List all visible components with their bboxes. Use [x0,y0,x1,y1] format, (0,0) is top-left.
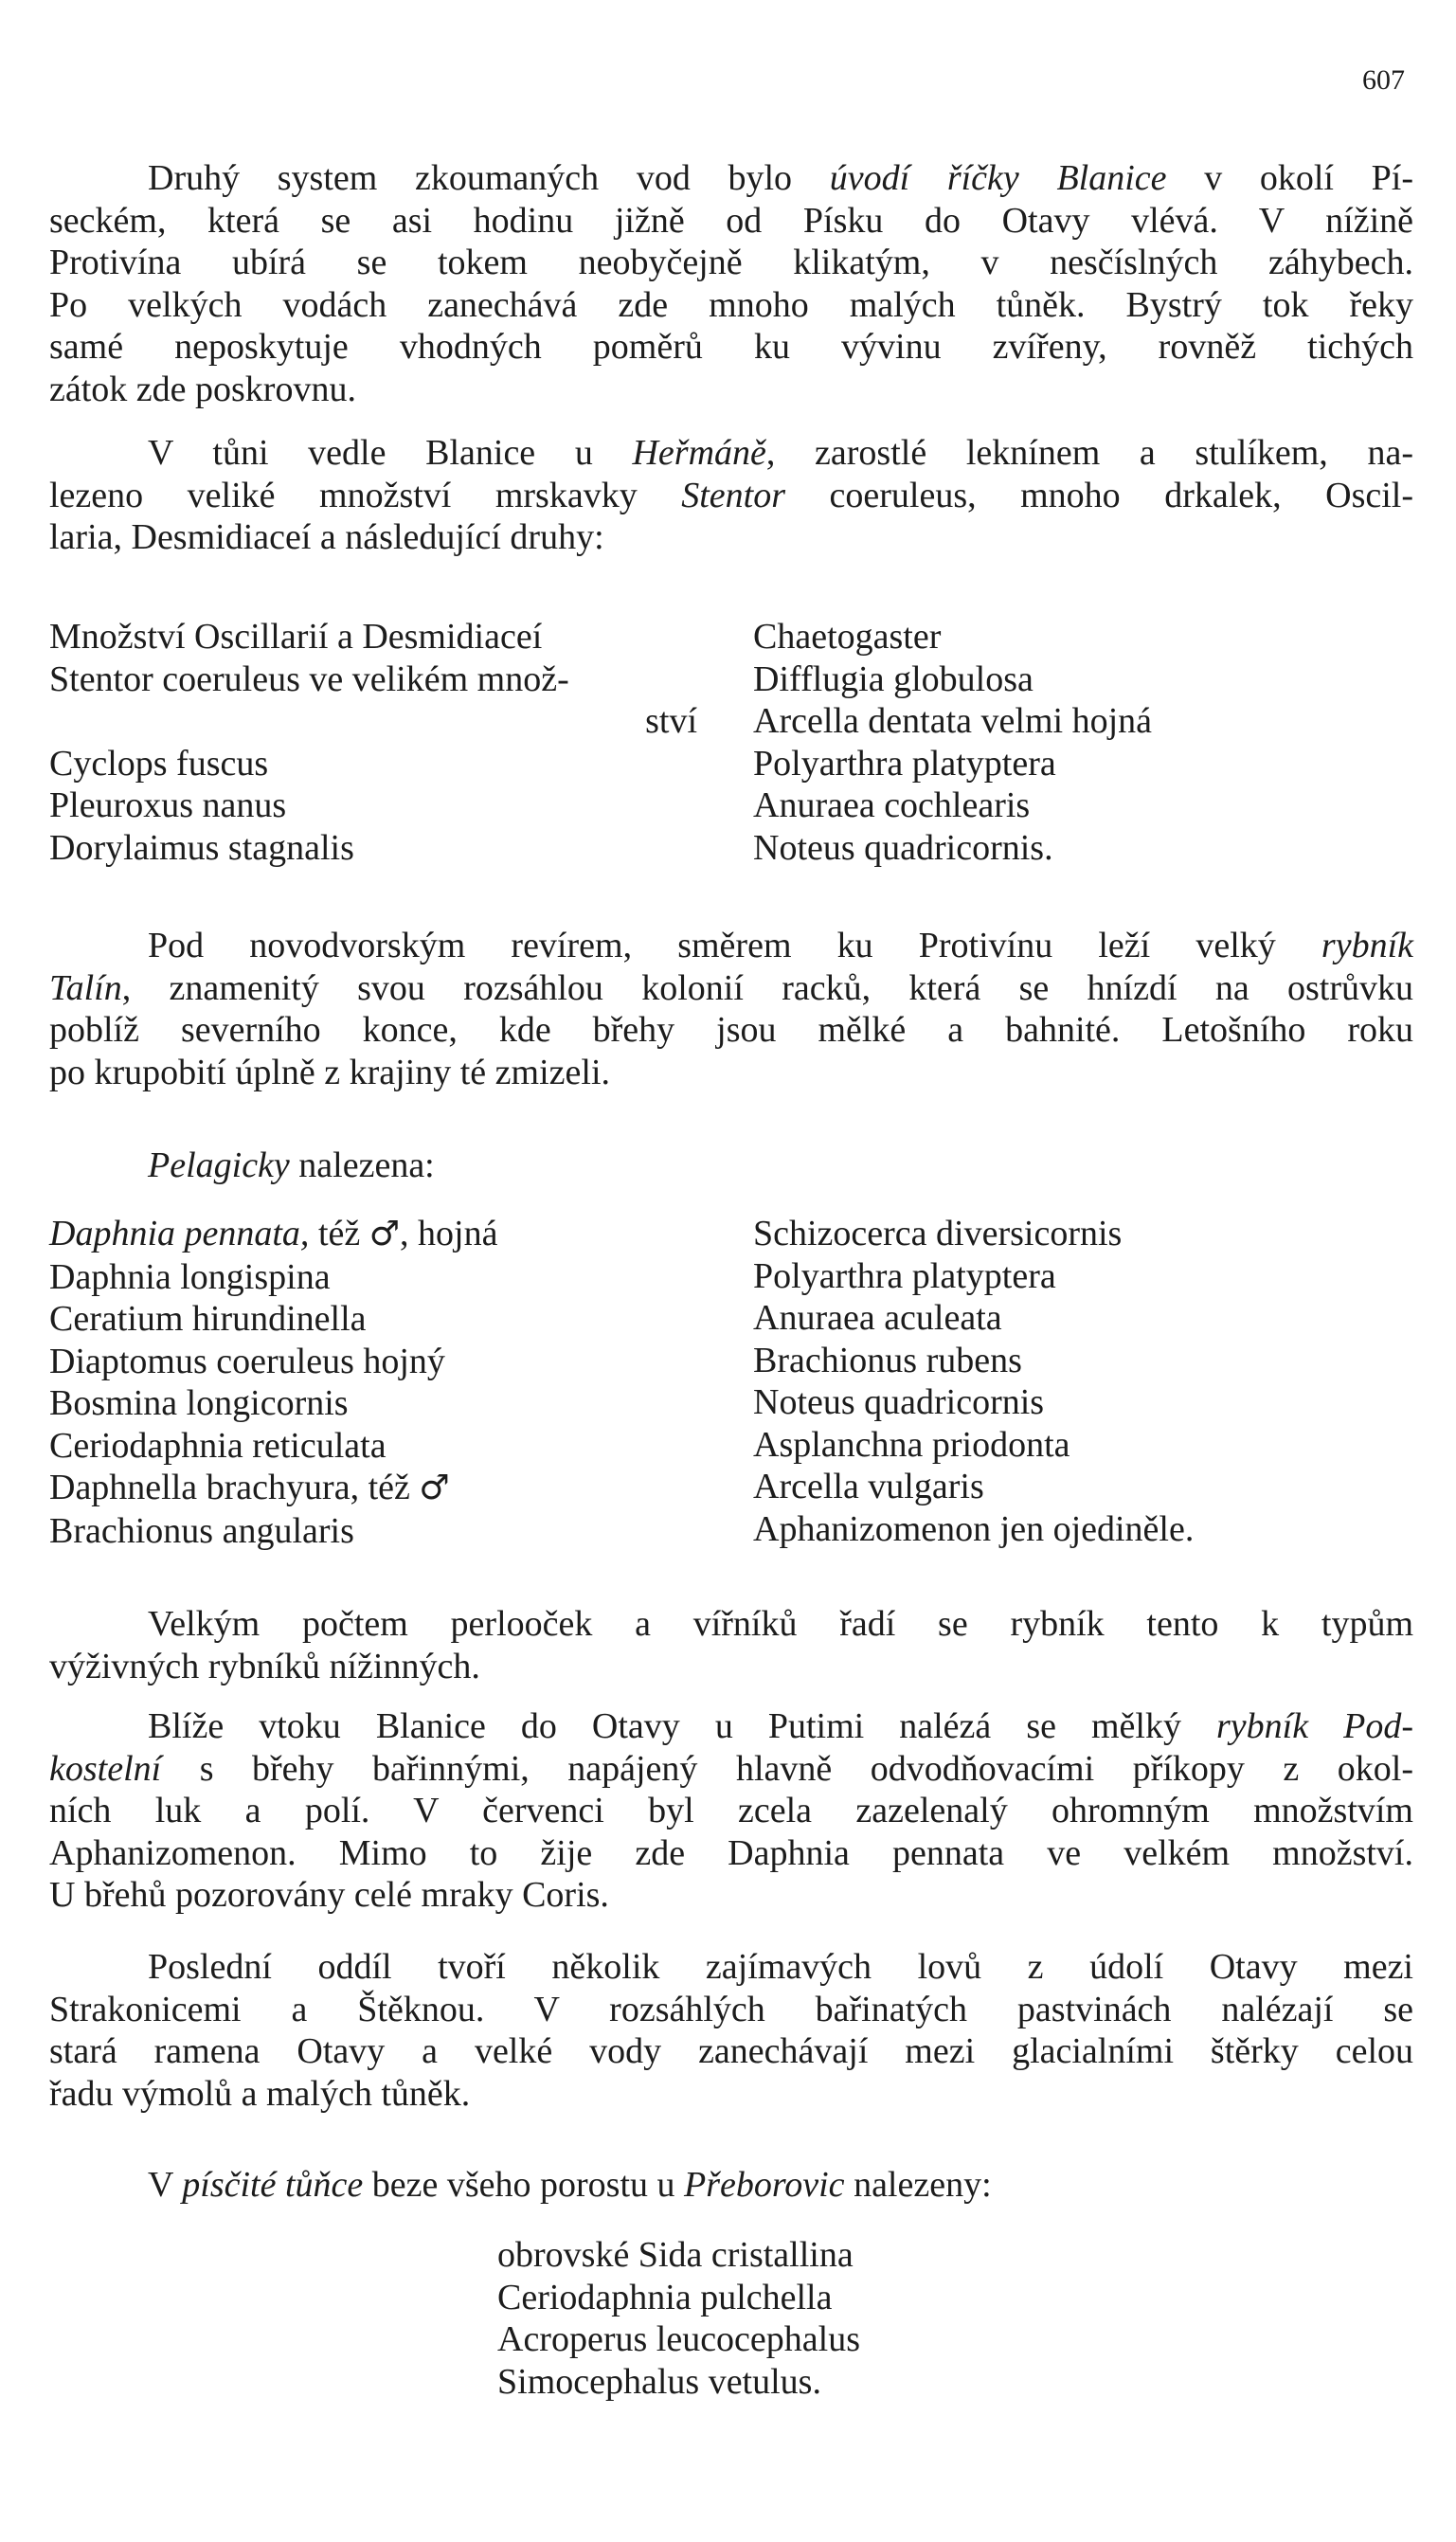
list-item: Stentor coeruleus ve velikém množ- [49,658,569,699]
text-line: Aphanizomenon. Mimo to žije zde Daphnia pennata ve velkém množství. [49,1832,1413,1873]
text-line: ních luk a polí. V červenci byl zcela zazelenalý ohromným množstvím [49,1791,1413,1830]
list-item: Dorylaimus stagnalis [49,827,354,868]
text-line: lezeno veliké množství mrskavky Stentor coeruleus, mnoho drkalek, Oscil- [49,475,1414,515]
paragraph-posledni-oddil [49,1946,1413,2115]
paragraph-blanice-intro [49,157,1413,410]
male-symbol-icon: ♂ [419,1469,450,1507]
list-item: Ceriodaphnia reticulata [49,1425,386,1466]
list-item: Asplanchna priodonta [753,1424,1070,1465]
list-item: Schizocerca diversicornis [753,1214,1123,1253]
list-item: Anuraea aculeata [753,1298,1002,1338]
text-line: Strakonicemi a Štěknou. V rozsáhlých bařinatých pastvinách nalézají se [49,1989,1413,2029]
text-line: samé neposkytuje vhodných poměrů ku vývinu zvířeny, rovněž tichých [49,327,1413,367]
species-list-1-right [753,616,1416,869]
text-line: Pod novodvorským revírem, směrem ku Protivínu leží velký rybník [148,926,1413,965]
list-item: Noteus quadricornis. [753,827,1053,868]
text-line: V tůni vedle Blanice u Heřmáně, zarostlé leknínem a stulíkem, na- [148,433,1413,473]
species-list-3 [497,2234,1160,2403]
text-line: Talín, znamenitý svou rozsáhlou kolonií racků, která se hnízdí na ostrůvku [49,967,1413,1008]
text-line: Druhý system zkoumaných vod bylo úvodí říčky Blanice v okolí Pí- [148,158,1413,198]
list-item: Polyarthra platyptera [753,743,1056,784]
text-line: po krupobití úplně z krajiny té zmizeli. [49,1052,611,1092]
list-item: Daphnia pennata, též ♂, hojná [49,1214,498,1253]
list-item: Chaetogaster [753,617,942,657]
list-item: Difflugia globulosa [753,658,1034,699]
text-line: V písčité tůňce beze všeho porostu u Přeborovic nalezeny: [148,2165,992,2205]
male-symbol-icon: ♂ [368,1215,401,1253]
page-number: 607 [1362,64,1405,96]
list-item: Noteus quadricornis [753,1382,1045,1422]
list-item: Arcella vulgaris [753,1467,984,1506]
list-item: Simocephalus vetulus. [497,2361,821,2402]
text-line: laria, Desmidiaceí a následující druhy: [49,517,604,557]
list-item: Cyclops fuscus [49,743,269,784]
list-item: Acroperus leucocephalus [497,2319,861,2359]
list-item: Brachionus rubens [753,1340,1022,1380]
text-line: Blíže vtoku Blanice do Otavy u Putimi nalézá se mělký rybník Pod- [148,1706,1413,1746]
text-line: U břehů pozorovány celé mraky Coris. [49,1875,609,1915]
list-item: Ceriodaphnia pulchella [497,2277,833,2317]
list-item: Diaptomus coeruleus hojný [49,1341,445,1381]
paragraph-typ-rybniku [49,1603,1413,1687]
paragraph-talin [49,925,1413,1093]
list-item: obrovské Sida cristallina [497,2235,854,2275]
list-item: Arcella dentata velmi hojná [753,701,1152,741]
list-item: Polyarthra platyptera [753,1255,1056,1296]
text-line: stará ramena Otavy a velké vody zanechávají mezi glacialními štěrky celou [49,2031,1413,2071]
text-line: poblíž severního konce, kde břehy jsou mělké a bahnité. Letošního roku [49,1010,1413,1050]
text-line: řadu výmolů a malých tůněk. [49,2073,471,2114]
text-line: Velkým počtem perlooček a vířníků řadí se rybník tento k typům [148,1604,1413,1644]
list-item: Brachionus angularis [49,1510,354,1551]
text-line: kostelní s břehy bařinnými, napájený hlavně odvodňovacími příkopy z okol- [49,1748,1413,1789]
paragraph-preborovic [49,2164,1413,2207]
species-list-2-right [753,1213,1416,1550]
list-item: Aphanizomenon jen ojediněle. [753,1508,1195,1549]
text-line: výživných rybníků nížinných. [49,1646,480,1686]
species-list-2-left [49,1213,703,1552]
text-line: zátok zde poskrovnu. [49,369,356,409]
paragraph-podkostelni [49,1705,1413,1917]
list-item: Daphnella brachyura, též ♂ [49,1468,450,1507]
list-item: Daphnia longispina [49,1256,331,1297]
text-line: seckém, která se asi hodinu jižně od Písku do Otavy vlévá. V nížině [49,200,1413,241]
list-item: Množství Oscillarií a Desmidiaceí [49,617,543,657]
paragraph-pelagicky [49,1145,1413,1187]
species-list-1-left [49,616,703,869]
list-item: Anuraea cochlearis [753,785,1031,825]
text-line: Po velkých vodách zanechává zde mnoho malých tůněk. Bystrý tok řeky [49,284,1413,325]
list-item: Bosmina longicornis [49,1383,349,1423]
list-item: ství [645,701,697,741]
text-line: Pelagicky nalezena: [148,1145,435,1185]
list-item: Ceratium hirundinella [49,1299,367,1339]
text-line: Protivína ubírá se tokem neobyčejně klikatým, v nesčíslných záhybech. [49,243,1413,282]
paragraph-hermane [49,432,1413,559]
text-line: Poslední oddíl tvoří několik zajímavých lovů z údolí Otavy mezi [148,1947,1413,1987]
list-item: Pleuroxus nanus [49,785,287,825]
